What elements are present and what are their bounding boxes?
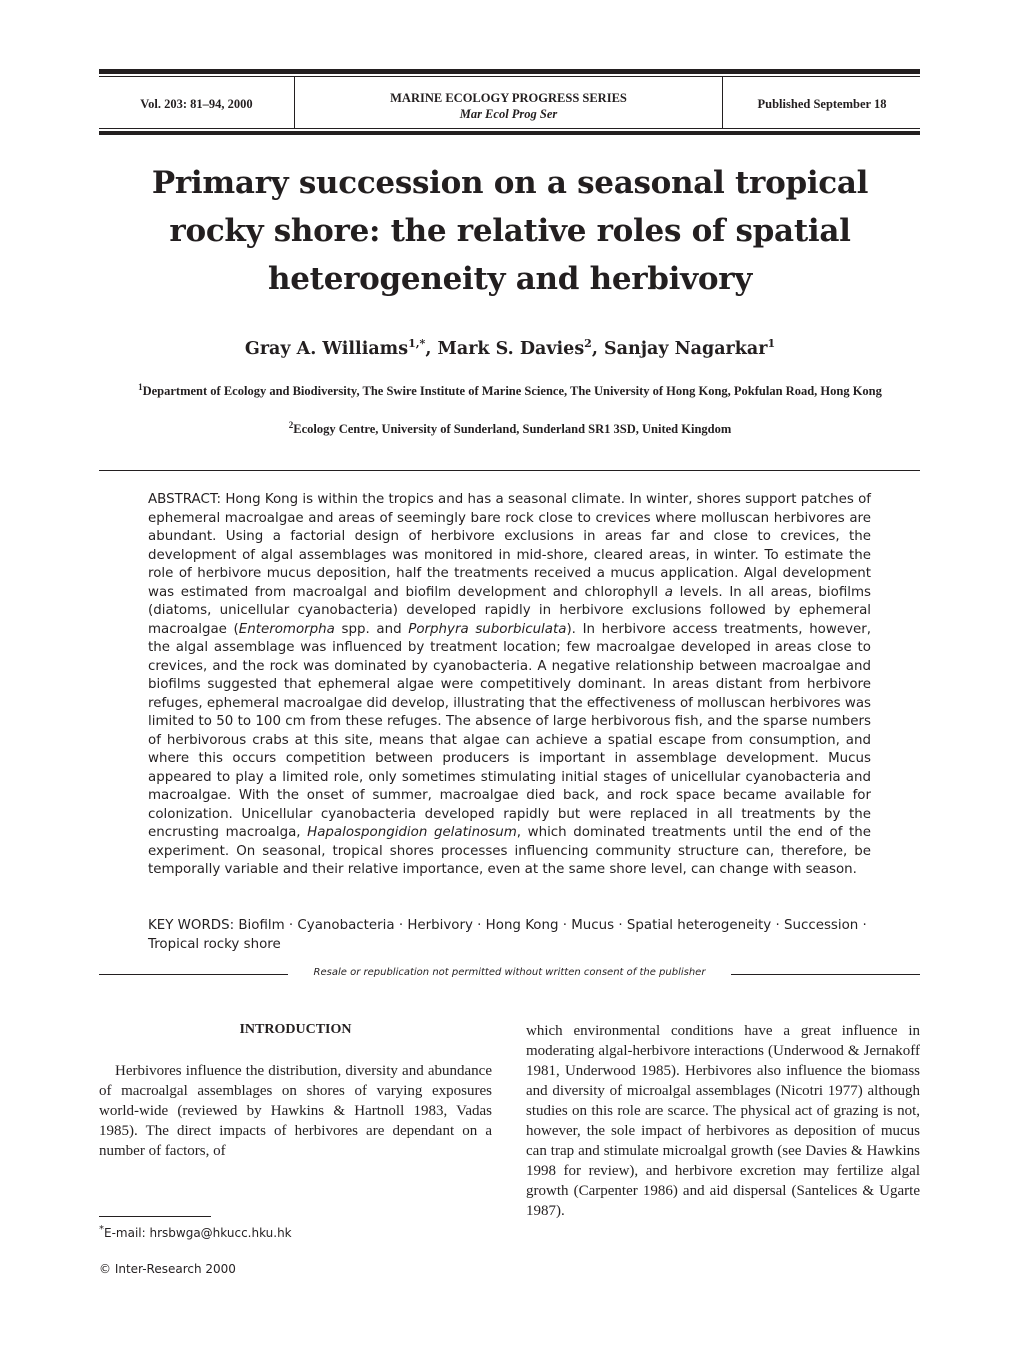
abstract-text: , which dominated treatments until the end of the experiment. On seasonal, tropical shores processes influencing community structure can, therefore, be temporally variable and their relative importance, even at the same shore level, can change with season. [148,825,871,877]
section-heading: INTRODUCTION [239,1022,352,1037]
affiliation [110,417,910,438]
keywords-text: Biofilm · Cyanobacteria · Herbivory · Hong Kong · Mucus · Spatial heterogeneity · Succession · Tropical rocky shore [148,918,867,952]
header-divider [294,77,295,128]
article-title: Primary succession on a seasonal tropical rocky shore: the relative roles of spatial heterogeneity and herbivory [151,165,869,297]
journal-title [296,90,721,122]
affiliation-superscript: 2 [288,420,294,430]
abstract-text: levels. In all areas, biofilms (diatoms, unicellular cyanobacteria) developed rapidly in herbivore exclusions followed by ephemeral macroalgae ( [148,584,872,637]
footnote-email: E-mail: hrsbwga@hkucc.hku.hk [104,1226,292,1240]
footnote-rule [99,1216,211,1217]
journal-header [99,69,920,136]
affiliation [110,379,910,400]
abstract-italic: Hapalospongidion gelatinosum [307,825,517,840]
header-rule [99,131,920,135]
resale-notice [99,967,920,981]
affiliation-text: Department of Ecology and Biodiversity, The Swire Institute of Marine Science, The University of Hong Kong, Pokfulan Road, Hong Kong [142,384,882,399]
keywords [148,917,871,954]
abstract-text: Hong Kong is within the tropics and has a seasonal climate. In winter, shores support patches of ephemeral macroalgae and areas of seemingly bare rock close to crevices where molluscan herbivores are abundant. Using a factorial design of herbivore exclusions in areas far and close to crevices, the development of algal assemblages was monitored in mid-shore, cleared areas, in winter. To estimate the role of herbivore mucus deposition, half the treatments received a mucus application. Algal development was estimated from macroalgal and biofilm development and chlorophyll [148,492,871,600]
author-list: Gray A. Williams$^{1,*}$, Mark S. Davies$^2$, Sanjay Nagarkar$^1$ [244,337,776,359]
copyright: © Inter-Research 2000 [99,1262,236,1276]
author-name: Gray A. Williams [244,338,409,359]
section-rule [99,470,920,471]
resale-notice-text: Resale or republication not permitted without written consent of the publisher [313,967,706,978]
keywords-label: KEY WORDS: [148,918,235,933]
header-divider [722,77,723,128]
abstract-italic: Porphyra suborbiculata [408,621,567,637]
header-rule [99,76,920,77]
author-superscript: 1,* [408,337,426,350]
abstract-italic: a [664,584,673,600]
publication-date: Published September 18 [757,97,887,111]
header-rule [99,128,920,129]
author-superscript: 1 [767,337,776,350]
volume-info: Vol. 203: 81–94, 2000 [140,97,253,111]
body-text-right: which environmental conditions have a great influence in moderating algal-herbivore interactions (Underwood & Jernakoff 1981, Underwood 1985). Herbivores also influence the biomass and diversity of microalgal assemblages (Nicotri 1977) although studies on this role are scarce. The physical act of grazing is not, however, the sole impact of herbivores as deposition of mucus can trap and stimulate microalgal growth (see Davies & Hawkins 1998 for review), and herbivore excretion may fertilize algal growth (Carpenter 1986) and aid dispersal (Santelices & Ugarte 1987). [526,1023,920,1219]
abstract-text: spp. and [334,621,409,637]
abstract-label: ABSTRACT: [148,492,222,507]
abstract-text: ). In herbivore access treatments, however, the algal assemblage was influenced by treatment location; few macroalgae developed in areas close to crevices, and the rock was dominated by cyanobacteria. A negative relationship between macroalgae and biofilms suggested that ephemeral algae were competitively dominant. In areas distant from herbivore refuges, ephemeral macroalgae did develop, illustrating that the effectiveness of molluscan herbivores was limited to 50 to 100 cm from these refuges. The absence of large herbivorous fish, and the sparse numbers of herbivorous crabs at this site, means that algae can achieve a spatial escape from consumption, and where this occurs competition between producers is important in assemblage development. Mucus appeared to play a limited role, only sometimes stimulating initial stages of unicellular cyanobacteria and macroalgae. With the onset of summer, macroalgae died back, and rock space became available for colonization. Unicellular cyanobacteria developed rapidly but were replaced in all treatments by the encrusting macroalga, [148,621,871,840]
footnote-marker: * [99,1224,104,1235]
affiliation-text: Ecology Centre, University of Sunderland, Sunderland SR1 3SD, United Kingdom [293,422,732,437]
notice-rule [731,974,920,975]
header-rule [99,69,920,74]
author-superscript: 2 [584,337,592,350]
journal-abbreviation: Mar Ecol Prog Ser [459,107,558,121]
abstract-italic: Enteromorpha [238,621,335,637]
journal-name: MARINE ECOLOGY PROGRESS SERIES [390,91,627,105]
footnote [99,1224,292,1240]
body-text-left: Herbivores influence the distribution, diversity and abundance of macroalgal assemblages on shores of varying exposures world-wide (reviewed by Hawkins & Hartnoll 1983, Vadas 1985). The direct impacts of herbivores are dependant on a number of factors, of [99,1063,492,1159]
affiliation-superscript: 1 [138,382,143,392]
author-name: Sanjay Nagarkar [604,338,768,359]
author-name: Mark S. Davies [437,338,585,359]
abstract [148,491,871,880]
